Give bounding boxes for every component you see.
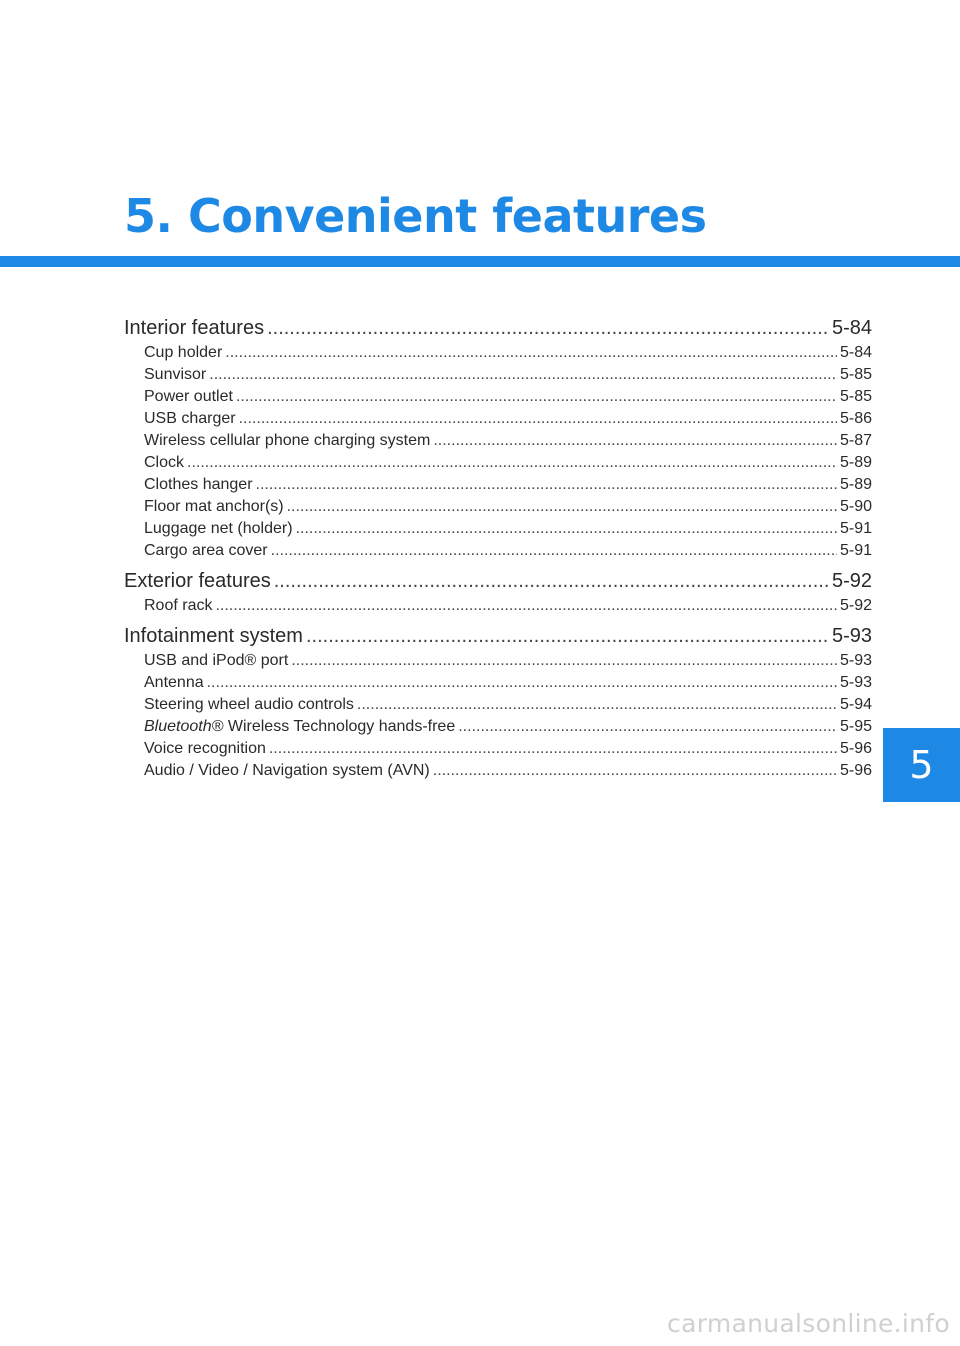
chapter-tab-number: 5 (909, 743, 934, 787)
toc-item-sunvisor[interactable] (124, 364, 872, 386)
toc-section-interior-features[interactable] (124, 314, 872, 342)
toc-item-usb-ipod-port[interactable] (124, 650, 872, 672)
toc-label: Cup holder (144, 344, 223, 361)
toc-item-antenna[interactable] (124, 672, 872, 694)
toc-page: 5-94 (839, 696, 872, 713)
toc-label: Steering wheel audio controls (144, 696, 354, 713)
toc-label: Sunvisor (144, 366, 207, 383)
chapter-tab[interactable] (883, 728, 960, 802)
toc-item-roof-rack[interactable] (124, 595, 872, 617)
toc-page: 5-86 (839, 410, 872, 427)
dot-leader (433, 760, 837, 782)
toc-section-infotainment-system[interactable] (124, 622, 872, 650)
dot-leader (187, 452, 837, 474)
toc-label: Floor mat anchor(s) (144, 498, 284, 515)
toc-page: 5-92 (831, 570, 872, 592)
toc-item-bluetooth-hands-free[interactable] (124, 716, 872, 738)
table-of-contents (124, 314, 872, 782)
toc-item-usb-charger[interactable] (124, 408, 872, 430)
toc-label: Cargo area cover (144, 542, 268, 559)
dot-leader (215, 595, 837, 617)
toc-item-power-outlet[interactable] (124, 386, 872, 408)
toc-page: 5-95 (839, 718, 872, 735)
toc-item-clock[interactable] (124, 452, 872, 474)
dot-leader (209, 364, 837, 386)
dot-leader (357, 694, 837, 716)
toc-page: 5-96 (839, 740, 872, 757)
toc-page: 5-85 (839, 388, 872, 405)
toc-item-clothes-hanger[interactable] (124, 474, 872, 496)
dot-leader (291, 650, 837, 672)
toc-page: 5-96 (839, 762, 872, 779)
toc-page: 5-92 (839, 597, 872, 614)
dot-leader (296, 518, 837, 540)
toc-page: 5-91 (839, 520, 872, 537)
dot-leader (271, 540, 837, 562)
dot-leader (287, 496, 837, 518)
toc-item-cup-holder[interactable] (124, 342, 872, 364)
toc-label: Clock (144, 454, 185, 471)
toc-item-voice-recognition[interactable] (124, 738, 872, 760)
dot-leader (458, 716, 837, 738)
toc-label: Power outlet (144, 388, 233, 405)
toc-item-cargo-area-cover[interactable] (124, 540, 872, 562)
toc-page: 5-85 (839, 366, 872, 383)
toc-page: 5-84 (831, 317, 872, 339)
toc-label: Luggage net (holder) (144, 520, 293, 537)
dot-leader (239, 408, 837, 430)
toc-label: Roof rack (144, 597, 213, 614)
dot-leader (236, 386, 837, 408)
toc-page: 5-87 (839, 432, 872, 449)
toc-label: Exterior features (124, 570, 271, 592)
toc-label: Clothes hanger (144, 476, 253, 493)
toc-page: 5-84 (839, 344, 872, 361)
toc-label: Voice recognition (144, 740, 266, 757)
toc-label: USB charger (144, 410, 236, 427)
toc-label-italic: Bluetooth® (144, 718, 224, 735)
toc-item-wireless-charging[interactable] (124, 430, 872, 452)
title-rule (0, 256, 960, 267)
toc-page: 5-93 (839, 674, 872, 691)
toc-label: Infotainment system (124, 625, 303, 647)
toc-page: 5-90 (839, 498, 872, 515)
chapter-title: 5. Convenient features (124, 189, 707, 243)
dot-leader (267, 314, 829, 342)
watermark: carmanualsonline.info (667, 1309, 950, 1338)
toc-label: Interior features (124, 317, 265, 339)
dot-leader (256, 474, 837, 496)
toc-page: 5-93 (831, 625, 872, 647)
toc-page: 5-89 (839, 476, 872, 493)
toc-item-steering-wheel-audio[interactable] (124, 694, 872, 716)
toc-label-rest: Wireless Technology hands-free (223, 718, 456, 735)
toc-label: Antenna (144, 674, 204, 691)
toc-page: 5-89 (839, 454, 872, 471)
toc-item-luggage-net[interactable] (124, 518, 872, 540)
toc-label (144, 716, 455, 738)
toc-label: USB and iPod® port (144, 652, 289, 669)
toc-label: Wireless cellular phone charging system (144, 432, 431, 449)
dot-leader (269, 738, 837, 760)
toc-item-avn-system[interactable] (124, 760, 872, 782)
toc-label: Audio / Video / Navigation system (AVN) (144, 762, 430, 779)
dot-leader (306, 622, 829, 650)
dot-leader (207, 672, 837, 694)
toc-section-exterior-features[interactable] (124, 567, 872, 595)
toc-item-floor-mat-anchor[interactable] (124, 496, 872, 518)
toc-page: 5-93 (839, 652, 872, 669)
dot-leader (274, 567, 829, 595)
toc-page: 5-91 (839, 542, 872, 559)
dot-leader (225, 342, 837, 364)
dot-leader (433, 430, 837, 452)
